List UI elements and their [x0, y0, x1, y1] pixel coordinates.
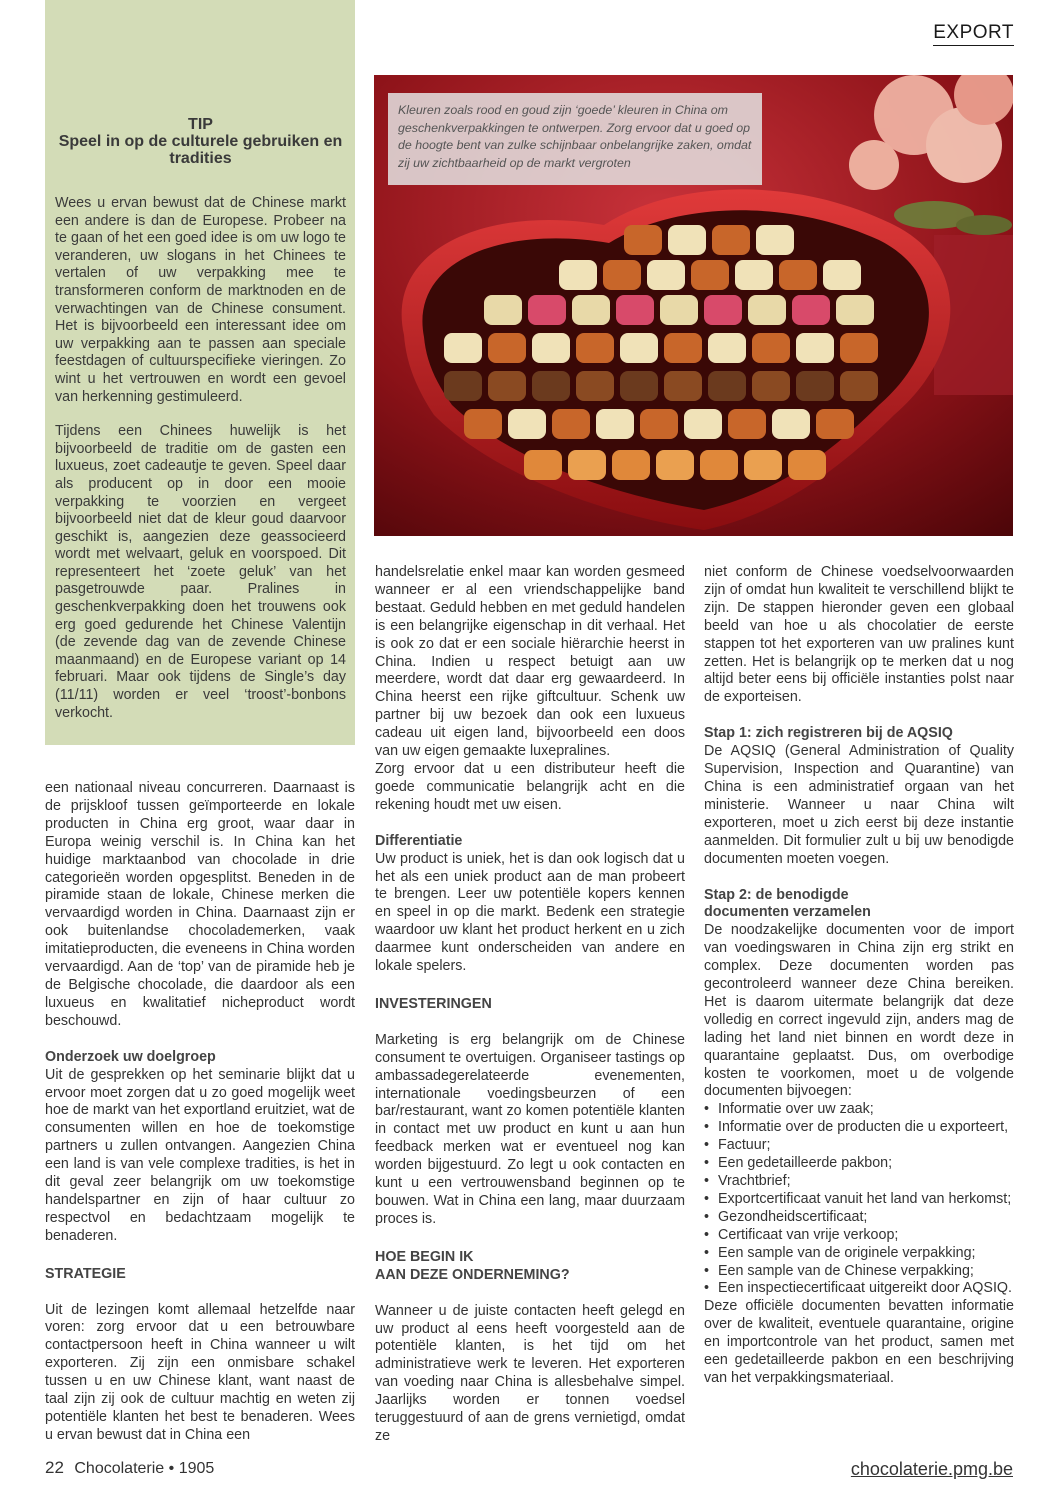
col3-paragraph-4: Deze officiële documenten bevatten informatie over de kwaliteit, eventuele quarantaine, origine en importcontrole van het product, samen met een gedetailleerde pakbon en een beschrijving van het verpakkingsmateriaal. — [704, 1298, 1014, 1386]
praline-shape — [484, 295, 522, 325]
tip-paragraph-1: Wees u ervan bewust dat de Chinese markt een andere is dan de Europese. Probeer na te gaan of het een goed idee is om uw logo te veranderen, uw slogans in het Chinees te vertalen of uw verpakking mee te transformeren conform de marktnoden en de verwachtingen van de Chinese consument. Het is bijvoorbeeld een interessant idee om uw verpakking aan te passen aan speciale feestdagen of cultuurspecifieke vieringen. Zo wint u het vertrouwen en wordt een gevoel van herkenning gestimuleerd. — [55, 195, 346, 405]
praline-shape — [735, 260, 773, 290]
col2-paragraph-2: Zorg ervoor dat u een distributeur heeft die goede communicatie belangrijk acht en die rekening houdt met uw eisen. — [375, 760, 685, 813]
praline-shape — [744, 450, 782, 480]
praline-shape — [836, 295, 874, 325]
praline-shape — [660, 295, 698, 325]
col2-paragraph-3: Uw product is uniek, het is dan ook logisch dat u het als een uniek product aan de man probeert te brengen. Leer uw potentiële kopers kennen en speel in op die markt. Bedenk een strategie waardoor uw klant het product herkent en u zich daarmee kunt onderscheiden van andere en lokale spelers. — [375, 850, 685, 975]
col3-heading-stap-2-line1: Stap 2: de benodigde — [704, 886, 849, 903]
col3-heading-stap-2 — [704, 887, 1014, 923]
tip-box — [45, 0, 355, 745]
praline-shape — [444, 371, 482, 401]
col3-paragraph-1: niet conform de Chinese voedselvoorwaarden zijn of omdat hun kwaliteit te verschillend blijkt te zijn. De stappen hieronder geven een globaal beeld van hoe u als chocolatier de eerste stappen tot het exporteren van uw pralines kunt zetten. Het is belangrijk op te merken dat u nog altijd beter eens bij officiële instanties polst naar de exporteisen. — [704, 564, 1014, 706]
praline-shape — [444, 333, 482, 363]
praline-shape — [620, 333, 658, 363]
praline-shape — [612, 450, 650, 480]
praline-shape — [552, 409, 590, 439]
col2-heading-differentiatie: Differentiatie — [375, 832, 463, 849]
praline-shape — [704, 295, 742, 325]
col3-heading-stap-1: Stap 1: zich registreren bij de AQSIQ — [704, 725, 953, 742]
praline-shape — [603, 260, 641, 290]
praline-shape — [792, 295, 830, 325]
praline-shape — [840, 333, 878, 363]
praline-shape — [576, 371, 614, 401]
magazine-name: Chocolaterie • 1905 — [74, 1460, 215, 1477]
praline-shape — [823, 260, 861, 290]
list-item: • Informatie over uw zaak; — [704, 1101, 1014, 1119]
praline-shape — [640, 409, 678, 439]
col2-heading-hoe-begin-ik — [375, 1249, 685, 1285]
praline-shape — [752, 333, 790, 363]
col3-paragraph-2: De AQSIQ (General Administration of Quality Supervision, Inspection and Quarantine) van China is een administratief orgaan van het ministerie. Wanneer u naar China wilt exporteren, moet u zich eerst bij deze instantie aanmelden. Dit formulier zult u bij uw benodigde documenten moeten voegen. — [704, 743, 1014, 867]
praline-shape — [796, 333, 834, 363]
list-item: • Een inspectiecertificaat uitgereikt door AQSIQ. — [704, 1280, 1014, 1298]
praline-shape — [528, 295, 566, 325]
praline-shape — [788, 450, 826, 480]
praline-shape — [708, 371, 746, 401]
praline-shape — [816, 409, 854, 439]
column-1 — [45, 780, 355, 1445]
list-item: • Vrachtbrief; — [704, 1173, 1014, 1191]
praline-shape — [748, 295, 786, 325]
list-item: • Een gedetailleerde pakbon; — [704, 1155, 1014, 1173]
praline-shape — [796, 371, 834, 401]
tip-title-line1: TIP — [188, 116, 213, 133]
col1-paragraph-2: Uit de gesprekken op het seminarie blijkt dat u ervoor moet zorgen dat u zo goed mogelijk weet hoe de markt van het exportland eruitziet, wat de consumenten willen en hoe de toekomstige partners u zullen ontvangen. Aangezien China een land is van vele complexe tradities, is het in dit geval zeer belangrijk om uw toekomstige handelspartner en zijn of haar cultuur zo respectvol en bedachtzaam mogelijk te benaderen. — [45, 1066, 355, 1244]
praline-shape — [708, 333, 746, 363]
praline-shape — [647, 260, 685, 290]
list-item: • Informatie over de producten die u exporteert, — [704, 1119, 1014, 1137]
praline-shape — [700, 450, 738, 480]
list-item: • Certificaat van vrije verkoop; — [704, 1227, 1014, 1245]
column-3 — [704, 564, 1014, 1388]
praline-shape — [524, 450, 562, 480]
praline-shape — [624, 225, 662, 255]
praline-shape — [508, 409, 546, 439]
praline-shape — [532, 371, 570, 401]
column-2 — [375, 564, 685, 1446]
footer-url-link[interactable]: chocolaterie.pmg.be — [850, 1459, 1013, 1479]
col1-paragraph-1: een nationaal niveau concurreren. Daarnaast is de prijskloof tussen geïmporteerde en lokale producten in China erg groot, waar daar in Europa weinig verschil is. In China kan het huidige marktaanbod van chocolade in drie categorieën worden opgesplitst. Beneden in de piramide staan de lokale, Chinese merken die vervaardigd worden in China. Daarnaast zijn er ook buitenlandse chocolademerken, vaak imitatieproducten, die eveneens in China worden vervaardigd. Aan de ‘top’ van de piramide heb je de Belgische chocolade, die daardoor als een luxueus en kwalitatief nicheproduct wordt beschouwd. — [45, 780, 355, 1029]
praline-shape — [488, 371, 526, 401]
praline-shape — [620, 371, 658, 401]
praline-shape — [576, 333, 614, 363]
praline-shape — [464, 409, 502, 439]
praline-shape — [488, 333, 526, 363]
praline-shape — [772, 409, 810, 439]
praline-shape — [616, 295, 654, 325]
tip-title-line2: Speel in op de culturele gebruiken en tradities — [58, 133, 343, 167]
col2-paragraph-5: Wanneer u de juiste contacten heeft gelegd en uw product al eens heeft voorgesteld aan de potentiële klanten, is het tijd om het administratieve werk te leveren. Het exporteren van voeding naar China is allesbehalve simpel. Jaarlijks worden er tonnen voedsel teruggestuurd of aan de grens vernietigd, omdat ze — [375, 1302, 685, 1444]
praline-shape — [559, 260, 597, 290]
praline-shape — [596, 409, 634, 439]
col1-paragraph-3: Uit de lezingen komt allemaal hetzelfde naar voren: zorg ervoor dat u een betrouwbare contactpersoon heeft in China wanneer u wilt exporteren. Zij zijn een onmisbare schakel tussen u en uw Chinese klant, want naast de taal zijn zij ook de cultuur machtig en weten zij potentiële klanten het best te benaderen. Wees u ervan bewust dat in China een — [45, 1301, 355, 1443]
praline-shape — [840, 371, 878, 401]
list-item: • Een sample van de originele verpakking; — [704, 1245, 1014, 1263]
footer-left — [45, 1458, 214, 1478]
tip-paragraph-2: Tijdens een Chinees huwelijk is het bijvoorbeeld de traditie om de gasten een luxueus, zoet cadeautje te geven. Speel daar als producent op in door een mooie verpakking te voorzien en vergeet bijvoorbeeld niet dat de kleur goud daarvoor geschikt is, aangezien deze geassocieerd wordt met welvaart, geluk en voorspoed. Dit representeert het ‘zoete geluk’ van het pasgetrouwde paar. Pralines in geschenkverpakking doen het trouwens ook erg goed gedurende het Chinese Valentijn (de zevende dag van de zevende Chinese maanmaand) en de Europese variant op 14 februari. Maar ook tijdens de Single’s day (11/11) worden er veel ‘troost’-bonbons verkocht. — [55, 423, 346, 721]
col2-heading-investeringen: INVESTERINGEN — [375, 995, 492, 1012]
list-item: • Een sample van de Chinese verpakking; — [704, 1263, 1014, 1281]
praline-shape — [664, 333, 702, 363]
documents-list — [704, 1101, 1014, 1298]
praline-shape — [656, 450, 694, 480]
col2-paragraph-1: handelsrelatie enkel maar kan worden gesmeed wanneer er al een vriendschappelijke band bestaat. Geduld hebben en met geduld handelen is een belangrijke eigenschap in dit verhaal. Het is ook zo dat er een sociale hiërarchie heerst in China. Indien u respect betuigt aan uw meerdere, wordt dat daar erg gewaardeerd. In China heerst een rijke giftcultuur. Schenk uw partner bij uw bezoek dan ook een luxueus cadeau uit eigen land, bijvoorbeeld een doos van uw eigen gemaakte luxepralines. — [375, 564, 686, 760]
chocolate-box-photo — [374, 75, 1013, 536]
section-label: EXPORT — [933, 22, 1014, 46]
praline-shape — [572, 295, 610, 325]
col2-paragraph-4: Marketing is erg belangrijk om de Chinese consument te overtuigen. Organiseer tastings op ambassadegerelateerde evenementen, internationale voedingsbeurzen of een bar/restaurant, want zo komen potentiële klanten in contact met uw product en kunt u aan hun feedback merken wat er eventueel nog kan worden bijgestuurd. Zo legt u ook contacten en kunt u een vertrouwensband beginnen op te bouwen. Wat in China een lang, maar duurzaam proces is. — [375, 1031, 685, 1227]
list-item: • Exportcertificaat vanuit het land van herkomst; — [704, 1191, 1014, 1209]
praline-shape — [568, 450, 606, 480]
col2-heading-line2: AAN DEZE ONDERNEMING? — [375, 1266, 570, 1283]
list-item: • Gezondheidscertificaat; — [704, 1209, 1014, 1227]
photo-caption: Kleuren zoals rood en goud zijn ‘goede’ kleuren in China om geschenkverpakkingen te ontwerpen. Zorg ervoor dat u goed op de hoogte bent van zulke schijnbaar onbelangrijke zaken, omdat zij uw zichtbaarheid op de markt vergroten — [388, 93, 762, 185]
praline-shape — [728, 409, 766, 439]
praline-shape — [668, 225, 706, 255]
col3-paragraph-3: De noodzakelijke documenten voor de import van voedingswaren in China zijn erg strikt en complex. Deze documenten worden pas gecontroleerd wanneer deze China bereiken. Het is daarom uitermate belangrijk dat deze volledig en correct ingevuld zijn, anders mag de lading het land niet binnen en wordt deze in quarantaine geplaatst. Dus, om overbodige kosten te voorkomen, moet u de volgende documenten bijvoegen: — [704, 922, 1014, 1100]
praline-shape — [664, 371, 702, 401]
page-number: 22 — [45, 1458, 64, 1477]
praline-shape — [712, 225, 750, 255]
praline-shape — [752, 371, 790, 401]
list-item: • Factuur; — [704, 1137, 1014, 1155]
praline-shape — [691, 260, 729, 290]
col3-heading-stap-2-line2: documenten verzamelen — [704, 904, 871, 921]
praline-shape — [779, 260, 817, 290]
praline-shape — [684, 409, 722, 439]
praline-shape — [532, 333, 570, 363]
tip-title — [55, 116, 346, 167]
praline-shape — [756, 225, 794, 255]
col2-heading-line1: HOE BEGIN IK — [375, 1248, 474, 1265]
col1-heading-strategie: STRATEGIE — [45, 1265, 126, 1282]
col1-heading-doelgroep: Onderzoek uw doelgroep — [45, 1048, 216, 1065]
